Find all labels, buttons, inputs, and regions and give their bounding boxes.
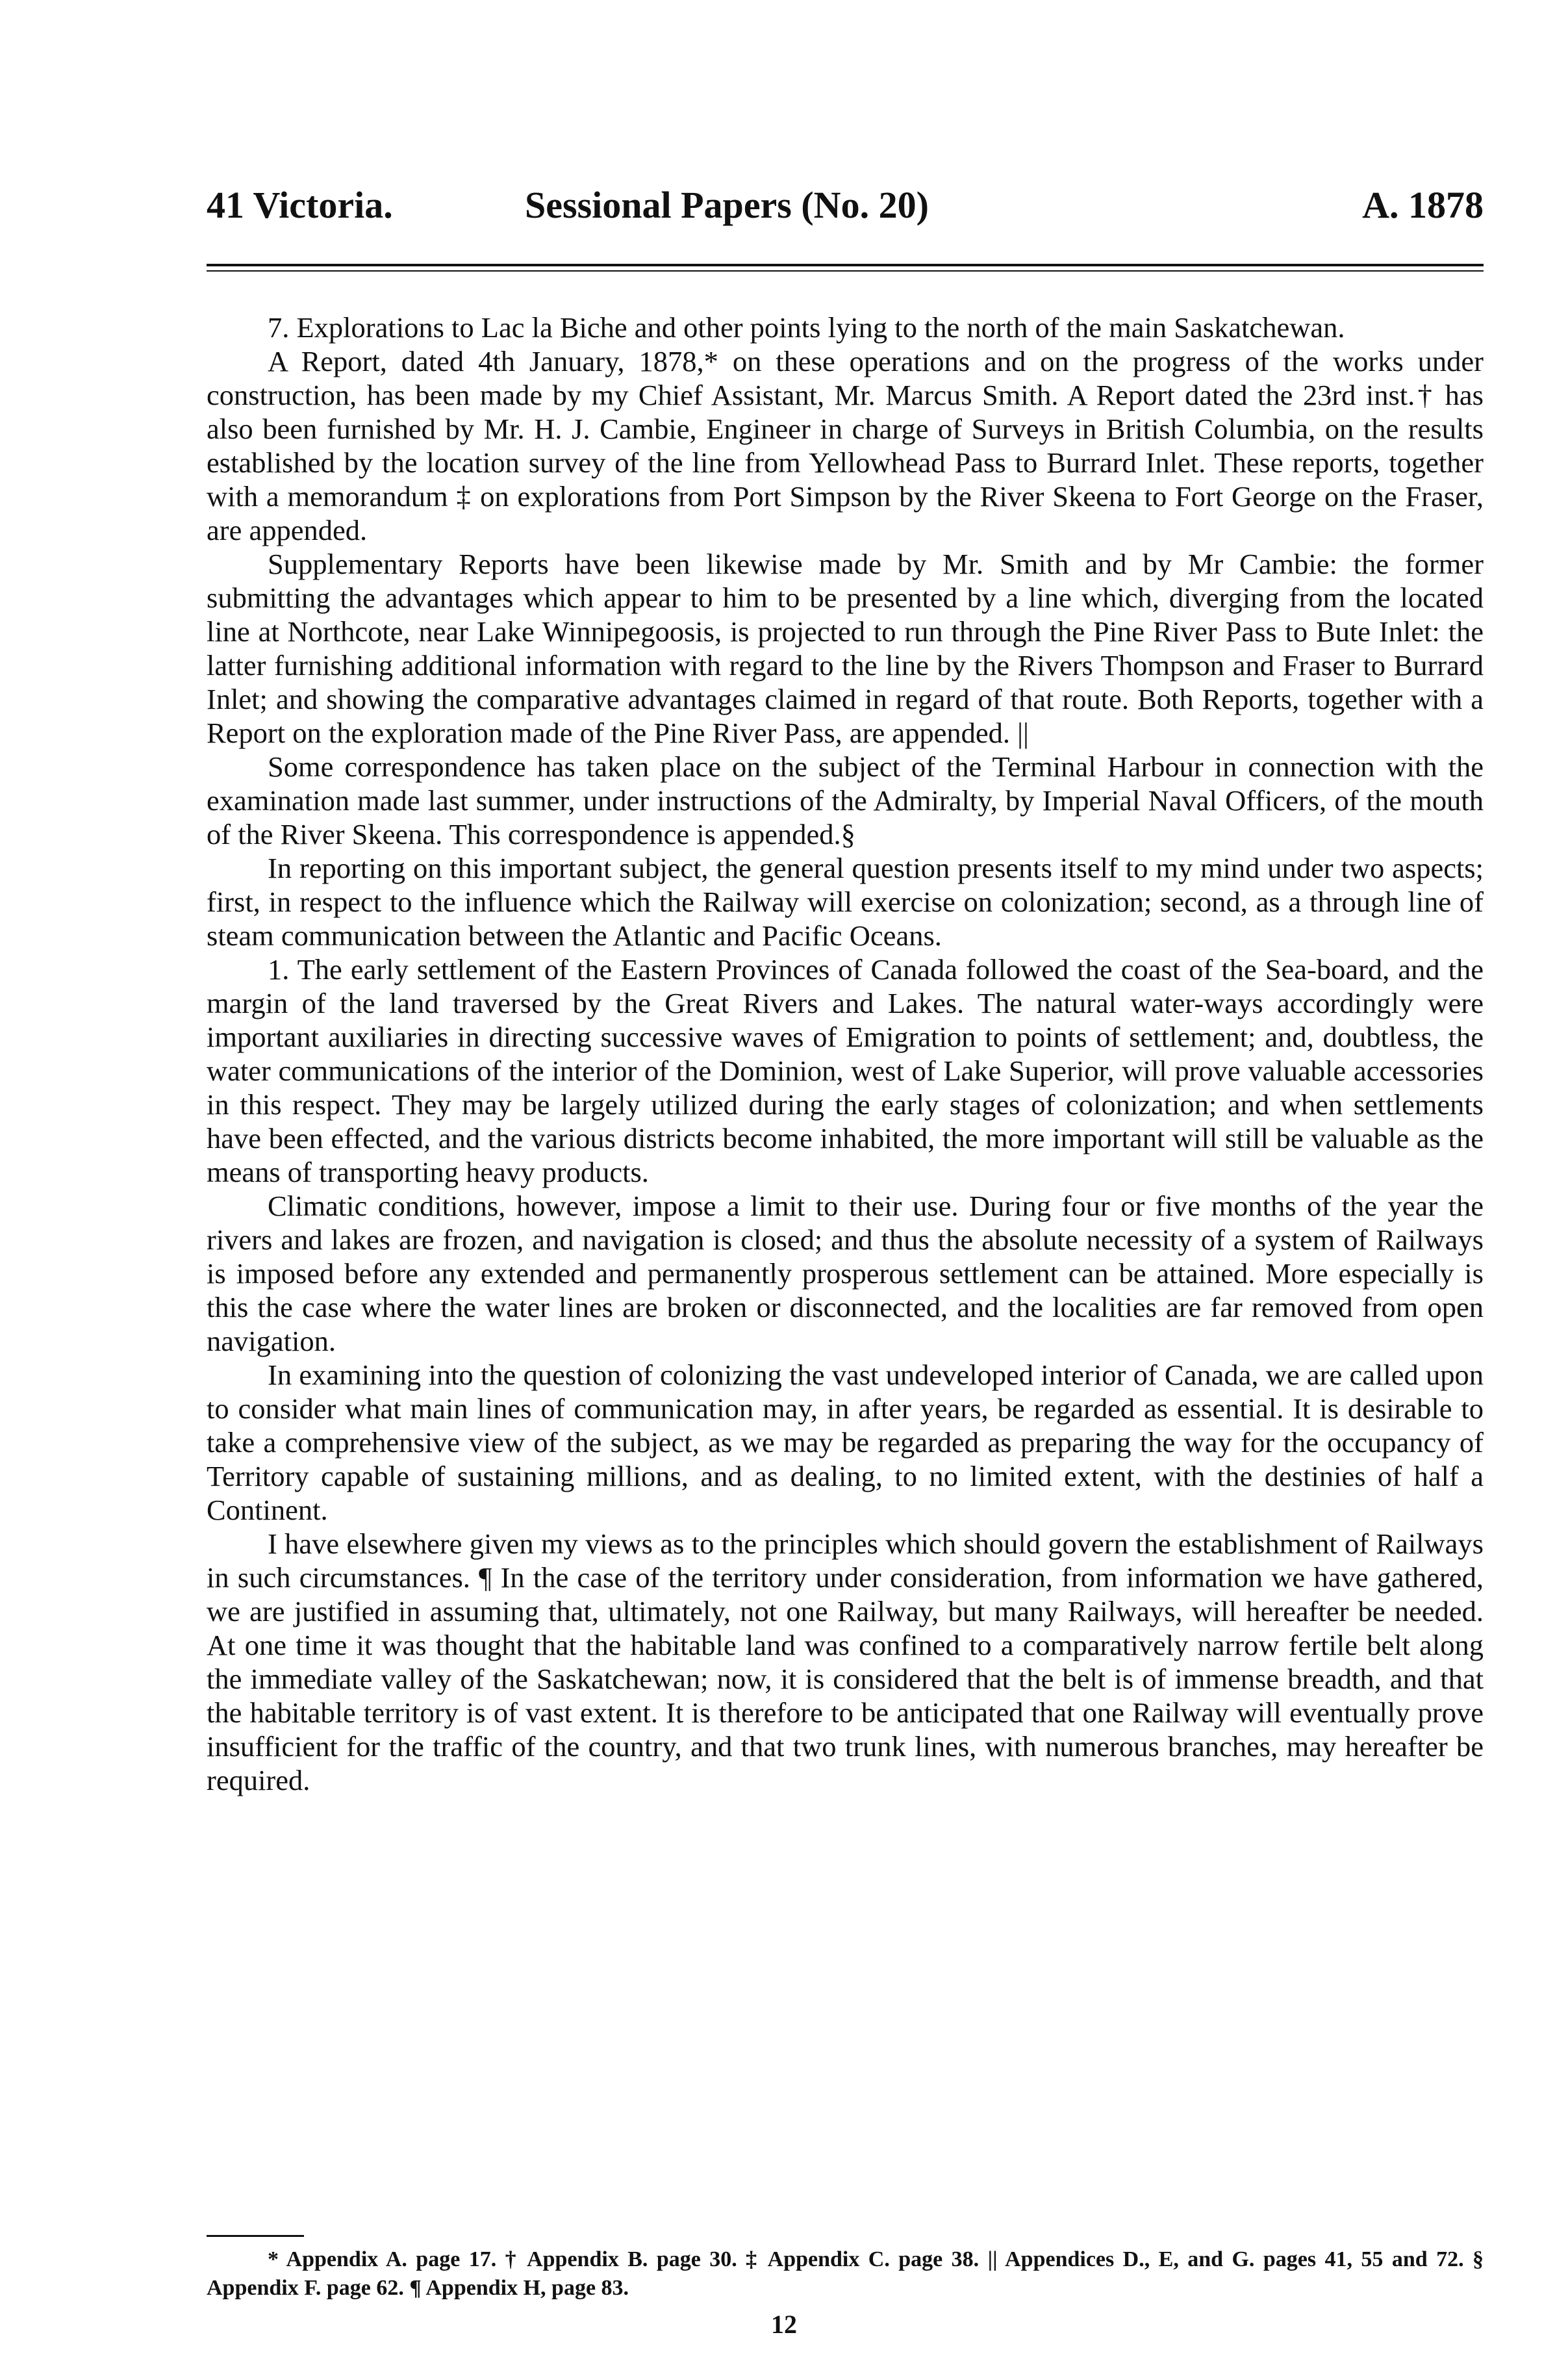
header-center: Sessional Papers (No. 20): [525, 184, 929, 226]
header-rule-thin: [207, 270, 1484, 272]
paragraph: I have elsewhere given my views as to the principles which should govern the establishment of Railways in such circumstances. ¶ In the case of the territory under consideration, from information we have gathered, we are justified in assuming that, ultimately, not one Railway, but many Railways, will hereafter be needed. At one time it was thought that the habitable land was confined to a comparatively narrow fertile belt along the immediate valley of the Saskatchewan; now, it is considered that the belt is of immense breadth, and that the habitable territory is of vast extent. It is therefore to be anticipated that one Railway will eventually prove insufficient for the traffic of the country, and that two trunk lines, with numerous branches, may hereafter be required.: [207, 1527, 1484, 1796]
paragraph: Supplementary Reports have been likewise made by Mr. Smith and by Mr Cambie: the former submitting the advantages which appear to him to be presented by a line which, diverging from the located line at Northcote, near Lake Winnipegoosis, is projected to run through the Pine River Pass to Bute Inlet: the latter furnishing additional information with regard to the line by the Rivers Thompson and Fraser to Burrard Inlet; and showing the comparative advantages claimed in regard of that route. Both Reports, together with a Report on the exploration made of the Pine River Pass, are appended. ||: [207, 548, 1484, 749]
footnote-rule: [207, 2235, 304, 2237]
paragraph: 1. The early settlement of the Eastern Provinces of Canada followed the coast of the Sea-board, and the margin of the land traversed by the Great Rivers and Lakes. The natural water-ways accordingly were important auxiliaries in directing successive waves of Emigration to points of settlement; and, doubtless, the water communications of the interior of the Dominion, west of Lake Superior, will prove valuable accessories in this respect. They may be largely utilized during the early stages of colonization; and when settlements have been effected, and the various districts become inhabited, the more important will still be valuable as the means of transporting heavy products.: [207, 953, 1484, 1188]
footnote-text: * Appendix A. page 17. † Appendix B. page 30. ‡ Appendix C. page 38. || Appendices D., E, and G. pages 41, 55 and 72. § Appendix F. page 62. ¶ Appendix H, page 83.: [207, 2247, 1484, 2300]
header-rule-thick: [207, 264, 1484, 266]
running-header: [207, 183, 1484, 235]
header-left: 41 Victoria.: [207, 184, 393, 226]
footnotes: [207, 2245, 1484, 2303]
paragraph: Some correspondence has taken place on the subject of the Terminal Harbour in connection with the examination made last summer, under instructions of the Admiralty, by Imperial Naval Officers, of the mouth of the River Skeena. This correspondence is appended.§: [207, 750, 1484, 850]
body-text: [207, 311, 1484, 1797]
paragraph: 7. Explorations to Lac la Biche and other points lying to the north of the main Saskatchewan.: [268, 311, 1345, 344]
header-right: A. 1878: [1362, 184, 1484, 226]
paragraph: In reporting on this important subject, the general question presents itself to my mind under two aspects; first, in respect to the influence which the Railway will exercise on colonization; second, as a through line of steam communication between the Atlantic and Pacific Oceans.: [207, 852, 1484, 952]
paragraph: A Report, dated 4th January, 1878,* on these operations and on the progress of the works under construction, has been made by my Chief Assistant, Mr. Marcus Smith. A Report dated the 23rd inst.† has also been furnished by Mr. H. J. Cambie, Engineer in charge of Surveys in British Columbia, on the results established by the location survey of the line from Yellowhead Pass to Burrard Inlet. These reports, together with a memorandum ‡ on explorations from Port Simpson by the River Skeena to Fort George on the Fraser, are appended.: [207, 345, 1484, 546]
paragraph: In examining into the question of colonizing the vast undeveloped interior of Canada, we are called upon to consider what main lines of communication may, in after years, be regarded as essential. It is desirable to take a comprehensive view of the subject, as we may be regarded as preparing the way for the occupancy of Territory capable of sustaining millions, and as dealing, to no limited extent, with the destinies of half a Continent.: [207, 1359, 1484, 1526]
page-number: 12: [771, 2310, 797, 2339]
paragraph: Climatic conditions, however, impose a limit to their use. During four or five months of the year the rivers and lakes are frozen, and navigation is closed; and thus the absolute necessity of a system of Railways is imposed before any extended and permanently prosperous settlement can be attained. More especially is this the case where the water lines are broken or disconnected, and the localities are far removed from open navigation.: [207, 1190, 1484, 1357]
